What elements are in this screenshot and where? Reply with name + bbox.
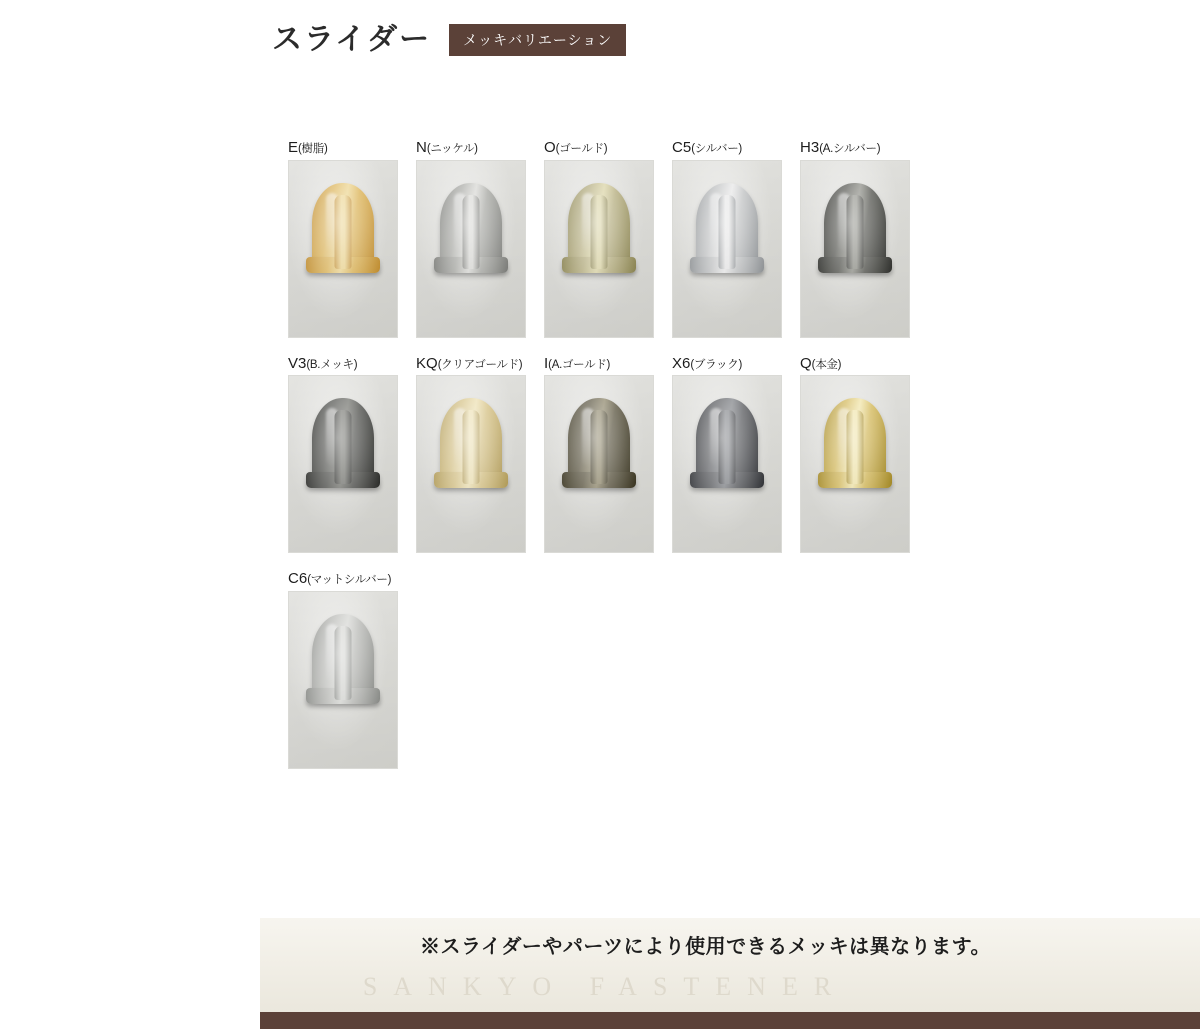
photo-vignette (417, 376, 525, 552)
swatch-name: (B.メッキ) (306, 358, 358, 371)
swatch-code: I (544, 354, 549, 372)
swatch-label (800, 140, 910, 157)
swatch-name: (マットシルバー) (307, 574, 392, 586)
swatch-code: C6 (288, 570, 308, 587)
plating-swatch[interactable] (288, 571, 398, 769)
swatch-row (288, 356, 928, 554)
swatch-photo (544, 160, 654, 338)
swatch-photo (800, 375, 910, 553)
swatch-label (288, 571, 398, 588)
header-badge: メッキバリエーション (449, 24, 626, 56)
photo-vignette (289, 592, 397, 768)
swatch-photo (672, 160, 782, 338)
swatch-name: (A.シルバー) (819, 143, 881, 155)
swatch-photo (416, 160, 526, 338)
swatch-code: O (544, 139, 556, 156)
swatch-photo (288, 160, 398, 338)
photo-vignette (417, 161, 525, 337)
swatch-code: N (416, 139, 427, 156)
plating-swatch[interactable] (800, 356, 910, 554)
swatch-label (800, 356, 910, 373)
swatch-name: (樹脂) (298, 143, 328, 155)
swatch-code: C5 (672, 139, 692, 156)
swatch-row (288, 571, 928, 769)
swatch-photo (544, 375, 654, 553)
plating-swatch[interactable] (672, 356, 782, 554)
plating-swatch[interactable] (544, 356, 654, 554)
swatch-code: KQ (416, 354, 438, 372)
swatch-label (672, 140, 782, 157)
photo-vignette (545, 161, 653, 337)
page-header (272, 24, 626, 56)
photo-vignette (673, 376, 781, 552)
swatch-name: (本金) (811, 358, 842, 371)
footer-bar (260, 1012, 1200, 1029)
swatch-label (288, 140, 398, 157)
plating-swatch[interactable] (800, 140, 910, 338)
swatch-photo (800, 160, 910, 338)
swatch-photo (288, 375, 398, 553)
photo-vignette (545, 376, 653, 552)
plating-swatch[interactable] (288, 140, 398, 338)
photo-vignette (673, 161, 781, 337)
swatch-label (544, 140, 654, 157)
swatch-photo (416, 375, 526, 553)
footer-wordmark: SANKYO FASTENER (362, 972, 848, 1001)
photo-vignette (289, 161, 397, 337)
swatch-code: Q (800, 354, 812, 372)
plating-swatch[interactable] (288, 356, 398, 554)
swatch-name: (ゴールド) (555, 143, 608, 155)
swatch-row (288, 140, 928, 338)
plating-swatch[interactable] (672, 140, 782, 338)
swatch-code: V3 (288, 354, 307, 372)
swatch-name: (ニッケル) (426, 143, 478, 155)
plating-swatch[interactable] (416, 356, 526, 554)
page-title: スライダー (272, 23, 432, 56)
plating-swatch[interactable] (416, 140, 526, 338)
footer-note: ※スライダーやパーツにより使用できるメッキは異なります。 (420, 936, 991, 958)
swatch-code: E (288, 139, 299, 156)
swatch-label (288, 356, 398, 373)
swatch-name: (シルバー) (691, 143, 742, 155)
swatch-name: (ブラック) (690, 358, 742, 371)
swatch-name: (A.ゴールド) (548, 358, 611, 371)
swatch-label (416, 140, 526, 157)
swatch-code: X6 (672, 354, 691, 372)
plating-variation-grid (288, 140, 928, 787)
swatch-name: (クリアゴールド) (437, 358, 523, 371)
photo-vignette (801, 161, 909, 337)
swatch-label (672, 356, 782, 373)
swatch-photo (288, 591, 398, 769)
photo-vignette (801, 376, 909, 552)
swatch-label (544, 356, 654, 373)
photo-vignette (289, 376, 397, 552)
swatch-code: H3 (800, 139, 820, 156)
plating-swatch[interactable] (544, 140, 654, 338)
swatch-photo (672, 375, 782, 553)
swatch-label (416, 356, 526, 373)
